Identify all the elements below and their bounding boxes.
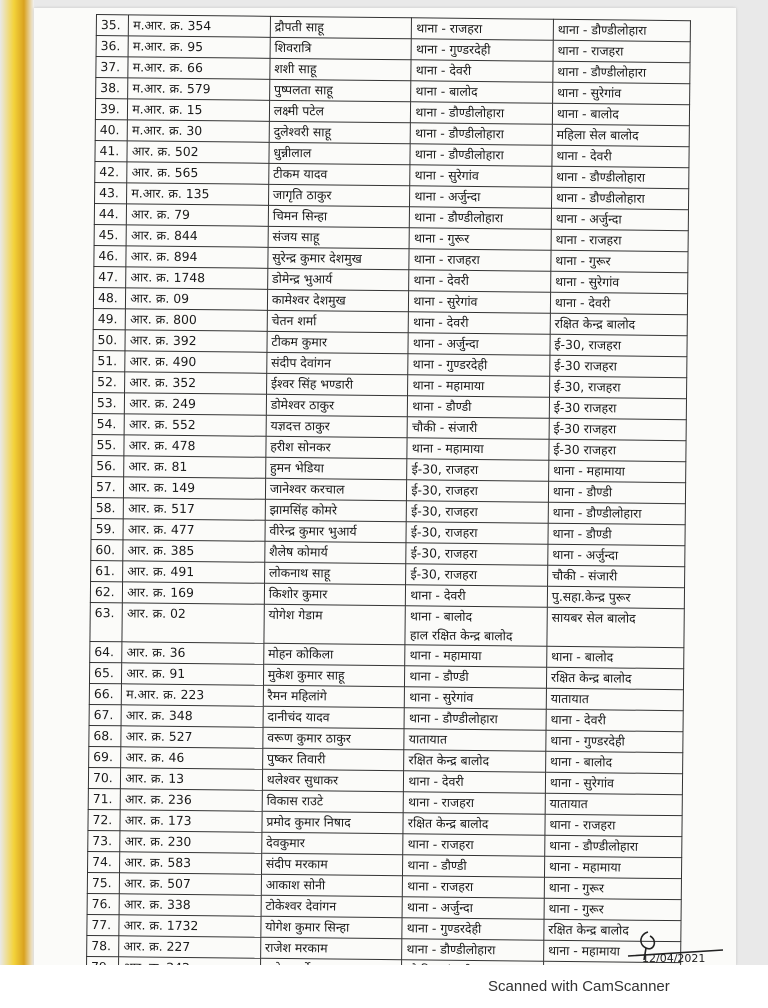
- serial-number-cell: 74.: [88, 851, 121, 872]
- rank-number-cell: आर. क्र. 02: [122, 603, 264, 643]
- from-post-cell: थाना - डौण्डी: [405, 666, 547, 688]
- from-post-cell: थाना - सुरेगांव: [410, 165, 552, 187]
- serial-number-cell: 78.: [87, 935, 120, 956]
- to-post-cell: थाना - अर्जुन्दा: [551, 208, 688, 230]
- signature: [618, 926, 728, 966]
- from-post-cell: थाना - डौण्डी: [403, 855, 545, 877]
- rank-number-cell: आर. क्र. 527: [121, 726, 263, 748]
- rank-number-cell: आर. क्र. 352: [125, 372, 267, 394]
- to-post-cell: थाना - महामाया: [544, 856, 681, 878]
- employee-name-cell: पुष्कर तिवारी: [262, 748, 404, 770]
- serial-number-cell: 37.: [96, 57, 129, 78]
- rank-number-cell: आर. क्र. 502: [127, 141, 269, 163]
- serial-number-cell: 42.: [95, 161, 128, 182]
- rank-number-cell: आर. क्र. 169: [123, 582, 265, 604]
- rank-number-cell: आर. क्र. 36: [122, 642, 264, 664]
- from-post-cell: थाना - राजहरा: [412, 18, 554, 40]
- serial-number-cell: 57.: [91, 476, 124, 497]
- to-post-cell: थाना - अर्जुन्दा: [548, 544, 685, 566]
- serial-number-cell: 39.: [95, 99, 128, 120]
- employee-name-cell: शिवरात्रि: [270, 37, 412, 59]
- serial-number-cell: 73.: [88, 830, 121, 851]
- to-post-cell: रक्षित केन्द्र बालोद: [550, 313, 687, 335]
- from-post-cell: थाना - सुरेगांव: [405, 687, 547, 709]
- rank-number-cell: आर. क्र. 583: [120, 852, 262, 874]
- to-post-cell: महिला सेल बालोद: [552, 124, 689, 146]
- serial-number-cell: 38.: [96, 78, 129, 99]
- from-post-cell: रक्षित केन्द्र बालोद: [404, 750, 546, 772]
- to-post-cell: थाना - डौण्डी: [548, 481, 685, 503]
- serial-number-cell: 55.: [92, 434, 125, 455]
- serial-number-cell: 65.: [89, 662, 122, 683]
- from-post-cell: थाना - अर्जुन्दा: [408, 333, 550, 355]
- rank-number-cell: आर. क्र. 249: [125, 393, 267, 415]
- serial-number-cell: 40.: [95, 119, 128, 140]
- from-post-cell: थाना - महामाया: [405, 645, 547, 667]
- rank-number-cell: आर. क्र. 517: [124, 498, 266, 520]
- employee-name-cell: मोहन कोकिला: [264, 643, 406, 665]
- serial-number-cell: 47.: [94, 266, 127, 287]
- employee-name-cell: ईश्वर सिंह भण्डारी: [266, 373, 408, 395]
- employee-name-cell: देवकुमार: [262, 832, 404, 854]
- to-post-cell: थाना - डौण्डीलोहारा: [551, 187, 688, 209]
- employee-name-cell: टीकम कुमार: [267, 331, 409, 353]
- to-post-cell: थाना - बालोद: [545, 751, 682, 773]
- serial-number-cell: 41.: [95, 140, 128, 161]
- from-post-cell: थाना - देवरी: [411, 60, 553, 82]
- to-post-cell: थाना - डौण्डीलोहारा: [545, 835, 682, 857]
- to-post-cell: थाना - गुरूर: [551, 250, 688, 272]
- employee-name-cell: वीरेन्द्र कुमार भुआर्य: [265, 520, 407, 542]
- employee-name-cell: चेतन शर्मा: [267, 310, 409, 332]
- transfer-table: [86, 14, 691, 984]
- serial-number-cell: 75.: [87, 872, 120, 893]
- to-post-cell: थाना - गुण्डरदेही: [546, 730, 683, 752]
- employee-name-cell: डोमेश्वर ठाकुर: [266, 394, 408, 416]
- from-post-cell: थाना - देवरी: [404, 771, 546, 793]
- serial-number-cell: 68.: [89, 725, 122, 746]
- rank-number-cell: आर. क्र. 844: [126, 225, 268, 247]
- serial-number-cell: 58.: [91, 497, 124, 518]
- to-post-cell: थाना - डौण्डी: [548, 523, 685, 545]
- from-post-cell: थाना - देवरी: [409, 270, 551, 292]
- rank-number-cell: आर. क्र. 1732: [119, 915, 261, 937]
- employee-name-cell: थलेश्वर सुधाकर: [262, 769, 404, 791]
- from-post-cell: थाना - डौण्डीलोहारा: [410, 144, 552, 166]
- serial-number-cell: 49.: [93, 308, 126, 329]
- rank-number-cell: आर. क्र. 230: [120, 831, 262, 853]
- rank-number-cell: म.आर. क्र. 15: [128, 99, 270, 121]
- employee-name-cell: प्रमोद कुमार निषाद: [262, 811, 404, 833]
- employee-name-cell: मुकेश कुमार साहू: [263, 664, 405, 686]
- employee-name-cell: टोकेश्वर देवांगन: [261, 895, 403, 917]
- from-post-cell: थाना - गुण्डरदेही: [408, 354, 550, 376]
- serial-number-cell: 59.: [91, 518, 124, 539]
- to-post-cell: ई-30, राजहरा: [550, 334, 687, 356]
- rank-number-cell: आर. क्र. 79: [127, 204, 269, 226]
- rank-number-cell: आर. क्र. 173: [120, 810, 262, 832]
- serial-number-cell: 52.: [93, 371, 126, 392]
- rank-number-cell: आर. क्र. 338: [119, 894, 261, 916]
- to-post-cell: थाना - सुरेगांव: [551, 271, 688, 293]
- serial-number-cell: 61.: [91, 560, 124, 581]
- employee-name-cell: टीकम यादव: [269, 163, 411, 185]
- rank-number-cell: आर. क्र. 894: [126, 246, 268, 268]
- serial-number-cell: 64.: [90, 641, 123, 662]
- employee-name-cell: डोमेन्द्र भुआर्य: [267, 268, 409, 290]
- employee-name-cell: झामसिंह कोमरे: [265, 499, 407, 521]
- serial-number-cell: 56.: [92, 455, 125, 476]
- rank-number-cell: म.आर. क्र. 66: [128, 57, 270, 79]
- to-post-cell: थाना - महामाया: [549, 460, 686, 482]
- to-post-cell: थाना - देवरी: [546, 709, 683, 731]
- from-post-cell: थाना - राजहरा: [403, 834, 545, 856]
- employee-name-cell: किशोर कुमार: [264, 583, 406, 605]
- rank-number-cell: आर. क्र. 91: [122, 663, 264, 685]
- to-post-cell: थाना - सुरेगांव: [545, 772, 682, 794]
- employee-name-cell: दानीचंद यादव: [263, 706, 405, 728]
- employee-name-cell: आकाश सोनी: [261, 874, 403, 896]
- serial-number-cell: 66.: [89, 683, 122, 704]
- from-post-cell: चौकी - संजारी: [407, 417, 549, 439]
- serial-number-cell: 50.: [93, 329, 126, 350]
- employee-name-cell: संदीप मरकाम: [261, 853, 403, 875]
- serial-number-cell: 77.: [87, 914, 120, 935]
- page-edge-left: [0, 0, 34, 1008]
- rank-number-cell: म.आर. क्र. 223: [122, 684, 264, 706]
- rank-number-cell: म.आर. क्र. 30: [127, 120, 269, 142]
- employee-name-cell: कामेश्वर देशमुख: [267, 289, 409, 311]
- rank-number-cell: आर. क्र. 348: [121, 705, 263, 727]
- serial-number-cell: 51.: [93, 350, 126, 371]
- rank-number-cell: आर. क्र. 236: [120, 789, 262, 811]
- from-post-cell: थाना - गुण्डरदेही: [402, 918, 544, 940]
- from-post-cell: थाना - महामाया: [407, 438, 549, 460]
- from-post-cell: थाना - सुरेगांव: [409, 291, 551, 313]
- to-post-cell: थाना - गुरूर: [544, 898, 681, 920]
- employee-name-cell: योगेश गेडाम: [264, 604, 406, 644]
- serial-number-cell: 54.: [92, 413, 125, 434]
- serial-number-cell: 35.: [96, 15, 129, 36]
- to-post-cell: थाना - सुरेगांव: [552, 82, 689, 104]
- to-post-cell: रक्षित केन्द्र बालोद: [546, 667, 683, 689]
- employee-name-cell: जानेश्वर करचाल: [265, 478, 407, 500]
- from-post-cell: थाना - गुरूर: [409, 228, 551, 250]
- from-post-cell: थाना - अर्जुन्दा: [402, 897, 544, 919]
- rank-number-cell: आर. क्र. 13: [121, 768, 263, 790]
- to-post-cell: थाना - राजहरा: [553, 40, 690, 62]
- to-post-cell: चौकी - संजारी: [547, 565, 684, 587]
- employee-name-cell: यज्ञदत्त ठाकुर: [266, 415, 408, 437]
- rank-number-cell: आर. क्र. 552: [124, 414, 266, 436]
- serial-number-cell: 53.: [92, 392, 125, 413]
- from-post-cell: थाना - राजहरा: [403, 876, 545, 898]
- to-post-cell: थाना - बालोद: [552, 103, 689, 125]
- employee-name-cell: सुरेन्द्र कुमार देशमुख: [268, 247, 410, 269]
- from-post-cell: थाना - देवरी: [406, 585, 548, 607]
- from-post-cell: ई-30, राजहरा: [406, 522, 548, 544]
- employee-name-cell: योगेश कुमार सिन्हा: [261, 916, 403, 938]
- from-post-cell: थाना - डौण्डीलोहारा: [411, 123, 553, 145]
- to-post-cell: थाना - राजहरा: [551, 229, 688, 251]
- from-post-cell: थाना - महामाया: [408, 375, 550, 397]
- to-post-cell: रक्षित केन्द्र बालोद: [544, 919, 681, 941]
- employee-name-cell: चिमन सिन्हा: [268, 205, 410, 227]
- from-post-cell: थाना - डौण्डी: [408, 396, 550, 418]
- employee-name-cell: वरूण कुमार ठाकुर: [263, 727, 405, 749]
- serial-number-cell: 44.: [94, 203, 127, 224]
- to-post-cell: थाना - महामाया: [544, 940, 681, 962]
- from-post-cell: ई-30, राजहरा: [406, 564, 548, 586]
- rank-number-cell: म.आर. क्र. 135: [127, 183, 269, 205]
- serial-number-cell: 43.: [95, 182, 128, 203]
- from-post-cell: थाना - गुण्डरदेही: [411, 39, 553, 61]
- employee-name-cell: राजेश मरकाम: [260, 937, 402, 959]
- rank-number-cell: आर. क्र. 392: [125, 330, 267, 352]
- rank-number-cell: म.आर. क्र. 95: [128, 36, 270, 58]
- from-post-cell: ई-30, राजहरा: [407, 459, 549, 481]
- from-post-cell: थाना - राजहरा: [409, 249, 551, 271]
- to-post-cell: सायबर सेल बालोद: [547, 607, 684, 647]
- employee-name-cell: शैलेष कोमार्य: [265, 541, 407, 563]
- employee-name-cell: विकास राउटे: [262, 790, 404, 812]
- from-post-cell: थाना - डौण्डीलोहारा: [410, 207, 552, 229]
- serial-number-cell: 48.: [93, 287, 126, 308]
- employee-name-cell: द्रौपती साहू: [270, 16, 412, 38]
- employee-name-cell: लक्ष्मी पटेल: [269, 100, 411, 122]
- serial-number-cell: 67.: [89, 704, 122, 725]
- rank-number-cell: आर. क्र. 227: [119, 936, 261, 958]
- svg-text:12/04/2021: 12/04/2021: [642, 952, 706, 965]
- to-post-cell: ई-30 राजहरा: [549, 439, 686, 461]
- employee-name-cell: शशी साहू: [270, 58, 412, 80]
- to-post-cell: थाना - देवरी: [552, 145, 689, 167]
- rank-number-cell: आर. क्र. 81: [124, 456, 266, 478]
- from-post-cell: ई-30, राजहरा: [406, 543, 548, 565]
- serial-number-cell: 62.: [90, 581, 123, 602]
- to-post-cell: ई-30, राजहरा: [549, 376, 686, 398]
- to-post-cell: थाना - डौण्डीलोहारा: [548, 502, 685, 524]
- serial-number-cell: 71.: [88, 788, 121, 809]
- serial-number-cell: 69.: [89, 746, 122, 767]
- from-post-cell: थाना - राजहरा: [404, 792, 546, 814]
- serial-number-cell: 76.: [87, 893, 120, 914]
- employee-name-cell: जागृति ठाकुर: [268, 184, 410, 206]
- rank-number-cell: आर. क्र. 478: [124, 435, 266, 457]
- to-post-cell: थाना - बालोद: [547, 646, 684, 668]
- employee-name-cell: दुलेश्वरी साहू: [269, 121, 411, 143]
- from-post-cell: थाना - अर्जुन्दा: [410, 186, 552, 208]
- rank-number-cell: आर. क्र. 46: [121, 747, 263, 769]
- rank-number-cell: आर. क्र. 565: [127, 162, 269, 184]
- table-row: [90, 602, 684, 647]
- to-post-cell: यातायात: [545, 793, 682, 815]
- from-post-cell: ई-30, राजहरा: [407, 501, 549, 523]
- employee-name-cell: लोकनाथ साहू: [264, 562, 406, 584]
- to-post-cell: थाना - गुरूर: [544, 877, 681, 899]
- rank-number-cell: आर. क्र. 385: [123, 540, 265, 562]
- rank-number-cell: म.आर. क्र. 579: [128, 78, 270, 100]
- from-post-cell: थाना - देवरी: [409, 312, 551, 334]
- from-post-cell: थाना - बालोद हाल रक्षित केन्द्र बालोद: [405, 606, 547, 646]
- employee-name-cell: पुष्पलता साहू: [269, 79, 411, 101]
- employee-name-cell: रैमन महिलांगे: [263, 685, 405, 707]
- employee-name-cell: संदीप देवांगन: [267, 352, 409, 374]
- to-post-cell: यातायात: [546, 688, 683, 710]
- to-post-cell: ई-30 राजहरा: [549, 397, 686, 419]
- rank-number-cell: आर. क्र. 800: [126, 309, 268, 331]
- rank-number-cell: आर. क्र. 507: [120, 873, 262, 895]
- rank-number-cell: म.आर. क्र. 354: [129, 15, 271, 37]
- rank-number-cell: आर. क्र. 490: [125, 351, 267, 373]
- rank-number-cell: आर. क्र. 491: [123, 561, 265, 583]
- from-post-cell: यातायात: [404, 729, 546, 751]
- rank-number-cell: आर. क्र. 1748: [126, 267, 268, 289]
- employee-name-cell: संजय साहू: [268, 226, 410, 248]
- serial-number-cell: 70.: [88, 767, 121, 788]
- rank-number-cell: आर. क्र. 09: [126, 288, 268, 310]
- employee-name-cell: हरीश सोनकर: [266, 436, 408, 458]
- to-post-cell: थाना - डौण्डीलोहारा: [552, 166, 689, 188]
- to-post-cell: थाना - डौण्डीलोहारा: [553, 61, 690, 83]
- to-post-cell: थाना - देवरी: [550, 292, 687, 314]
- serial-number-cell: 72.: [88, 809, 121, 830]
- from-post-cell: ई-30, राजहरा: [407, 480, 549, 502]
- serial-number-cell: 46.: [94, 245, 127, 266]
- from-post-cell: थाना - डौण्डीलोहारा: [404, 708, 546, 730]
- rank-number-cell: आर. क्र. 149: [124, 477, 266, 499]
- to-post-cell: थाना - राजहरा: [545, 814, 682, 836]
- serial-number-cell: 63.: [90, 602, 123, 641]
- to-post-cell: पु.सहा.केन्द्र पुरूर: [547, 586, 684, 608]
- scanner-watermark: Scanned with CamScanner: [488, 978, 670, 995]
- to-post-cell: ई-30 राजहरा: [549, 418, 686, 440]
- serial-number-cell: 36.: [96, 36, 129, 57]
- to-post-cell: ई-30 राजहरा: [550, 355, 687, 377]
- serial-number-cell: 60.: [91, 539, 124, 560]
- rank-number-cell: आर. क्र. 477: [123, 519, 265, 541]
- employee-name-cell: हुमन भेडिया: [265, 457, 407, 479]
- from-post-cell: थाना - डौण्डीलोहारा: [411, 102, 553, 124]
- serial-number-cell: 45.: [94, 224, 127, 245]
- table-body: [86, 15, 690, 984]
- from-post-cell: थाना - बालोद: [411, 81, 553, 103]
- to-post-cell: थाना - डौण्डीलोहारा: [553, 19, 690, 41]
- employee-name-cell: धुन्नीलाल: [269, 142, 411, 164]
- from-post-cell: रक्षित केन्द्र बालोद: [403, 813, 545, 835]
- from-post-cell: थाना - डौण्डीलोहारा: [402, 939, 544, 961]
